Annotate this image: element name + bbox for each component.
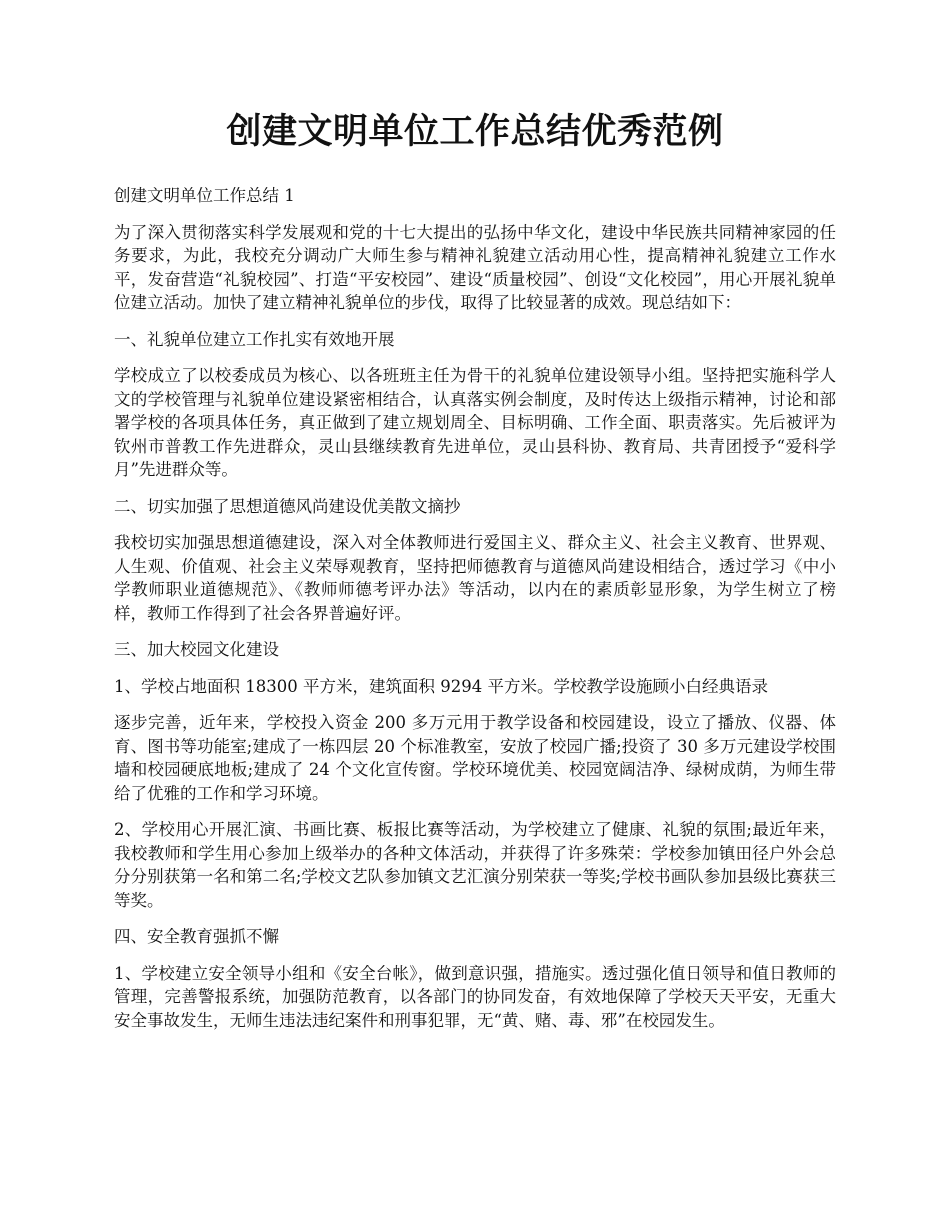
section-heading-3: 三、加大校园文化建设 [114, 640, 279, 659]
body-paragraph: 我校切实加强思想道德建设，深入对全体教师进行爱国主义、群众主义、社会主义教育、世界观、人生观、价值观、社会主义荣辱观教育，坚持把师德教育与道德风尚建设相结合，透过学习《中小学教师职业道德规范》、《教师师德考评办法》等活动，以内在的素质彰显形象，为学生树立了榜样，教师工作得到了社会各界普遍好评。 [114, 533, 836, 623]
intro-paragraph: 为了深入贯彻落实科学发展观和党的十七大提出的弘扬中华文化，建设中华民族共同精神家园的任务要求，为此，我校充分调动广大师生参与精神礼貌建立活动用心性，提高精神礼貌建立工作水平，发奋营造“礼貌校园”、打造“平安校园”、建设“质量校园”、创设“文化校园”，用心开展礼貌单位建立活动。加快了建立精神礼貌单位的步伐，取得了比较显著的成效。现总结如下： [114, 222, 836, 312]
document-title: 创建文明单位工作总结优秀范例 [226, 111, 724, 152]
section-subtitle: 创建文明单位工作总结 1 [114, 186, 295, 205]
body-paragraph: 2、学校用心开展汇演、书画比赛、板报比赛等活动，为学校建立了健康、礼貌的氛围;最近年来，我校教师和学生用心参加上级举办的各种文体活动，并获得了许多殊荣：学校参加镇田径户外会总分分别获第一名和第二名;学校文艺队参加镇文艺汇演分别荣获一等奖;学校书画队参加县级比赛获三等奖。 [114, 820, 836, 910]
body-paragraph: 逐步完善，近年来，学校投入资金 200 多万元用于教学设备和校园建设，设立了播放、仪器、体育、图书等功能室;建成了一栋四层 20 个标准教室，安放了校园广播;投资了 30 多万元建设学校围墙和校园硬底地板;建成了 24 个文化宣传窗。学校环境优美、校园宽阔洁净、绿树成荫，为师生带给了优雅的工作和学习环境。 [114, 713, 836, 803]
body-paragraph: 学校成立了以校委成员为核心、以各班班主任为骨干的礼貌单位建设领导小组。坚持把实施科学人文的学校管理与礼貌单位建设紧密相结合，认真落实例会制度，及时传达上级指示精神，讨论和部署学校的各项具体任务，真正做到了建立规划周全、目标明确、工作全面、职责落实。先后被评为钦州市普教工作先进群众，灵山县继续教育先进单位，灵山县科协、教育局、共青团授予“爱科学月”先进群众等。 [114, 366, 836, 479]
section-heading-2: 二、切实加强了思想道德风尚建设优美散文摘抄 [114, 496, 461, 516]
section-heading-4: 四、安全教育强抓不懈 [114, 927, 279, 946]
document-body [114, 184, 836, 1032]
section-heading-1: 一、礼貌单位建立工作扎实有效地开展 [114, 329, 395, 349]
body-paragraph: 1、学校占地面积 18300 平方米，建筑面积 9294 平方米。学校教学设施顾小白经典语录 [114, 676, 768, 696]
body-paragraph: 1、学校建立安全领导小组和《安全台帐》，做到意识强，措施实。透过强化值日领导和值日教师的管理，完善警报系统，加强防范教育，以各部门的协同发奋，有效地保障了学校天天平安，无重大安全事故发生，无师生违法违纪案件和刑事犯罪，无“黄、赌、毒、邪”在校园发生。 [114, 963, 836, 1030]
